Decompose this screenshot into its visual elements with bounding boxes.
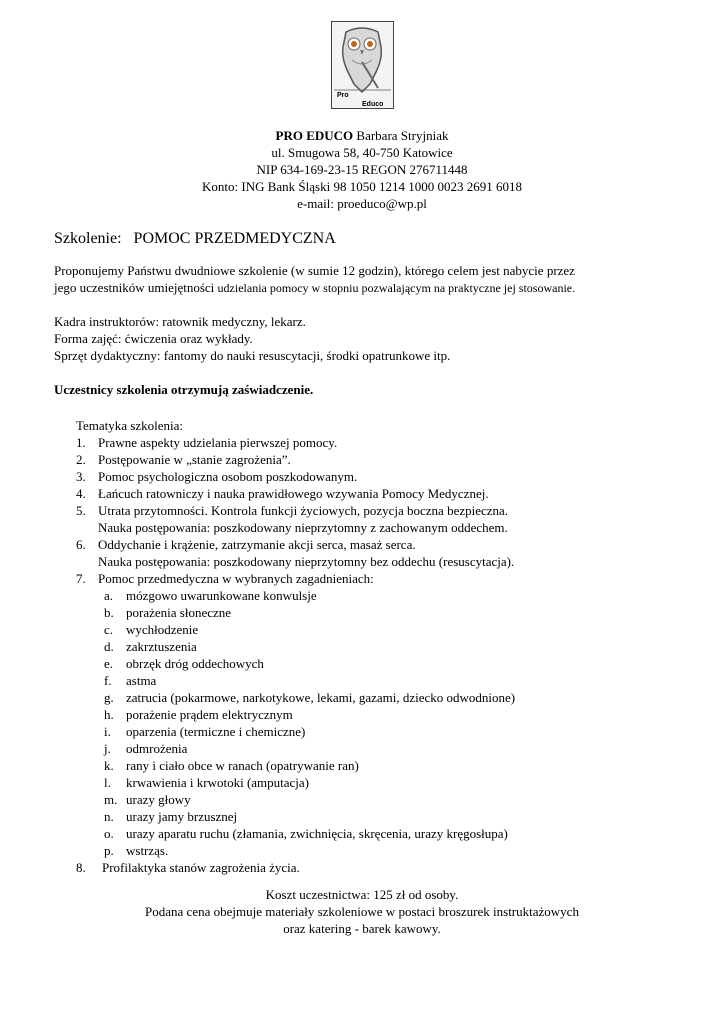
company-address: ul. Smugowa 58, 40-750 Katowice [271,145,453,160]
sub-item-letter: o. [104,826,114,841]
company-name: PRO EDUCO [275,128,354,143]
sub-item-text: krwawienia i krwotoki (amputacja) [126,775,310,790]
sub-list-item [76,825,676,842]
item-text: Utrata przytomności. Kontrola funkcji życiowych, pozycja boczna bezpieczna. [98,503,509,518]
sub-item-letter: k. [104,758,114,773]
sub-item-letter: h. [104,707,114,722]
cost-line-2: Podana cena obejmuje materiały szkoleniowe w postaci broszurek instruktażowych [145,904,579,919]
list-item [76,434,676,451]
topics-title: Tematyka szkolenia: [76,418,184,433]
item-number: 1. [76,435,86,450]
list-item [76,451,676,468]
sub-list-item [76,689,676,706]
certificate-note: Uczestnicy szkolenia otrzymują zaświadczenie. [54,382,314,397]
sub-list-item [76,757,676,774]
item-continuation: Nauka postępowania: poszkodowany nieprzytomny z zachowanym oddechem. [98,520,508,535]
item-number: 4. [76,486,86,501]
logo-text-pro: Pro [337,92,349,99]
sub-item-text: urazy aparatu ruchu (złamania, zwichnięcia, skręcenia, urazy kręgosłupa) [126,826,508,841]
sub-item-text: odmrożenia [126,741,188,756]
sub-item-text: porażenie prądem elektrycznym [126,707,293,722]
intro-line-1: Proponujemy Państwu dwudniowe szkolenie (w sumie 12 godzin), którego celem jest nabycie przez [54,263,575,278]
item-text: Profilaktyka stanów zagrożenia życia. [102,860,300,875]
sub-item-letter: f. [104,673,112,688]
sub-item-text: urazy jamy brzusznej [126,809,238,824]
sub-list-item [76,808,676,825]
sub-item-text: rany i ciało obce w ranach (opatrywanie ran) [126,758,359,773]
list-item [76,859,676,876]
cost-section [0,886,724,937]
intro-line-2a: jego uczestników umiejętności [54,280,215,295]
item-text: Pomoc psychologiczna osobom poszkodowanym. [98,469,358,484]
sub-item-text: wstrząs. [126,843,169,858]
item-number: 3. [76,469,86,484]
sub-item-text: oparzenia (termiczne i chemiczne) [126,724,306,739]
item-number: 6. [76,537,86,552]
sub-item-letter: i. [104,724,111,739]
item-continuation: Nauka postępowania: poszkodowany nieprzytomny bez oddechu (resuscytacja). [98,554,515,569]
sub-list-item [76,774,676,791]
list-item [76,502,676,519]
sub-list-item [76,842,676,859]
company-account: Konto: ING Bank Śląski 98 1050 1214 1000 0023 2691 6018 [202,179,522,194]
company-name-line [0,127,724,144]
sub-item-letter: g. [104,690,114,705]
sub-item-letter: d. [104,639,114,654]
sub-item-letter: a. [104,588,114,603]
sub-list-item [76,638,676,655]
sub-item-letter: p. [104,843,114,858]
sub-item-letter: j. [104,741,111,756]
training-name: POMOC PRZEDMEDYCZNA [133,230,336,247]
sub-item-letter: c. [104,622,114,637]
company-owner: Barbara Stryjniak [356,128,449,143]
cost-line-1: Koszt uczestnictwa: 125 zł od osoby. [265,887,459,902]
sub-list-item [76,587,676,604]
cost-line-3: oraz katering - barek kawowy. [283,921,441,936]
sub-item-text: urazy głowy [126,792,191,807]
item-text: Prawne aspekty udzielania pierwszej pomocy. [98,435,338,450]
topics-list [76,434,676,876]
sub-item-letter: m. [104,792,118,807]
sub-item-text: zatrucia (pokarmowe, narkotykowe, lekami, gazami, dziecko odwodnione) [126,690,516,705]
info-instructors: Kadra instruktorów: ratownik medyczny, lekarz. [54,314,306,329]
sub-item-text: zakrztuszenia [126,639,197,654]
sub-item-text: mózgowo uwarunkowane konwulsje [126,588,317,603]
pro-educo-logo [331,21,394,109]
sub-list-item [76,655,676,672]
sub-item-letter: n. [104,809,114,824]
intro-paragraph [54,262,674,297]
list-item [76,536,676,553]
training-label: Szkolenie: [54,230,122,247]
training-info [54,313,674,364]
info-equipment: Sprzęt dydaktyczny: fantomy do nauki resuscytacji, środki opatrunkowe itp. [54,348,451,363]
sub-list-item [76,791,676,808]
info-form: Forma zajęć: ćwiczenia oraz wykłady. [54,331,253,346]
item-number: 7. [76,571,86,586]
company-ids: NIP 634-169-23-15 REGON 276711448 [256,162,468,177]
sub-list-item [76,672,676,689]
training-title [54,229,336,249]
sub-item-text: porażenia słoneczne [126,605,232,620]
sub-item-letter: b. [104,605,114,620]
item-text: Oddychanie i krążenie, zatrzymanie akcji serca, masaż serca. [98,537,416,552]
company-header [0,127,724,212]
item-text: Postępowanie w „stanie zagrożenia”. [98,452,291,467]
sub-list-item [76,706,676,723]
company-email: e-mail: proeduco@wp.pl [297,196,427,211]
item-number: 8. [76,860,86,875]
item-number: 5. [76,503,86,518]
sub-list-item [76,621,676,638]
sub-list-item [76,723,676,740]
list-item [76,468,676,485]
sub-item-letter: e. [104,656,114,671]
item-number: 2. [76,452,86,467]
item-text: Łańcuch ratowniczy i nauka prawidłowego wzywania Pomocy Medycznej. [98,486,489,501]
logo-text-educo: Educo [362,101,384,108]
list-item [76,485,676,502]
intro-line-2 [54,279,674,297]
sub-item-letter: l. [104,775,111,790]
item-text: Pomoc przedmedyczna w wybranych zagadnieniach: [98,571,374,586]
sub-item-text: obrzęk dróg oddechowych [126,656,264,671]
sub-list-item [76,604,676,621]
intro-line-2b: udzielania pomocy w stopniu pozwalającym na praktyczne jej stosowanie. [217,281,576,295]
list-item [76,570,676,587]
sub-item-text: wychłodzenie [126,622,199,637]
sub-list-item [76,740,676,757]
sub-item-text: astma [126,673,157,688]
